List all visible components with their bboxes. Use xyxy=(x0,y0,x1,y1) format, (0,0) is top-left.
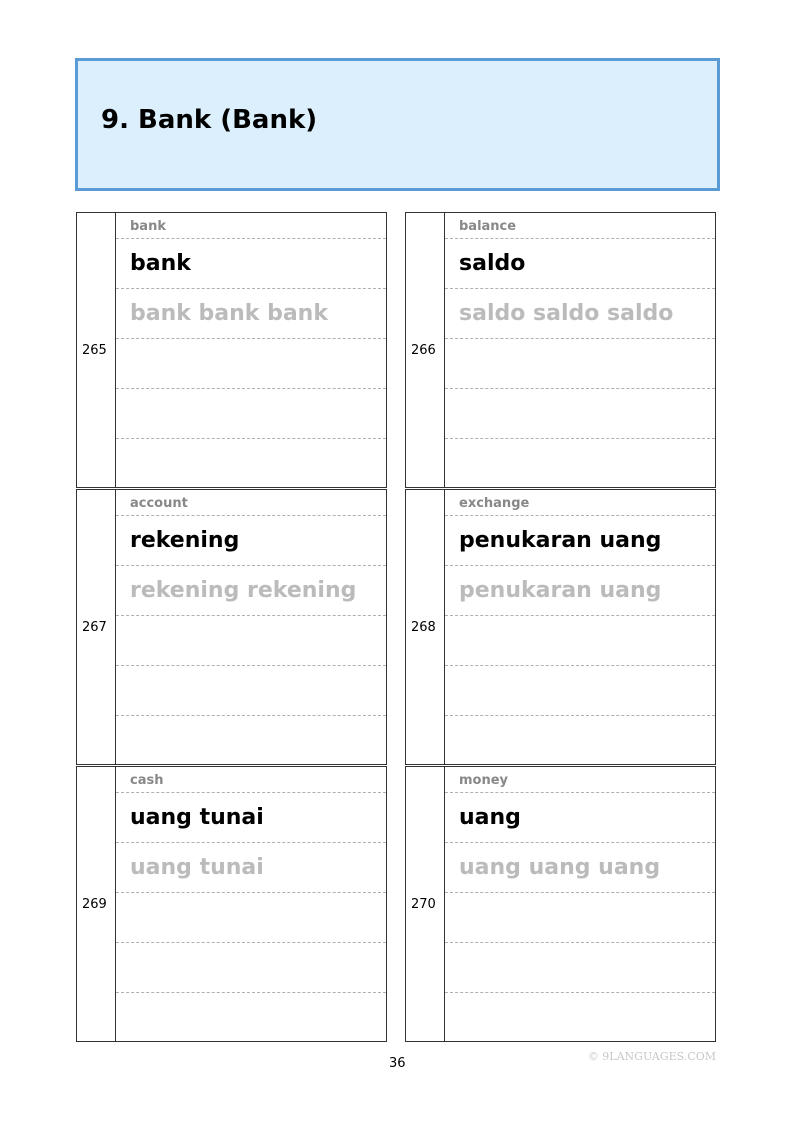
writing-line xyxy=(445,439,715,488)
word-number: 270 xyxy=(411,897,436,912)
trace-row xyxy=(116,843,386,893)
practice-area xyxy=(445,490,715,764)
word-row xyxy=(445,793,715,843)
word-row xyxy=(445,239,715,289)
number-column xyxy=(77,490,116,764)
word-number: 266 xyxy=(411,343,436,358)
number-column xyxy=(77,213,116,487)
trace-row xyxy=(445,289,715,339)
english-label: money xyxy=(459,773,509,788)
english-row xyxy=(445,213,715,239)
writing-line xyxy=(116,666,386,716)
word-row xyxy=(445,516,715,566)
practice-area xyxy=(445,767,715,1041)
english-label: exchange xyxy=(459,496,530,511)
chapter-header xyxy=(75,58,720,191)
english-row xyxy=(116,767,386,793)
trace-row xyxy=(116,289,386,339)
vocab-word: penukaran uang xyxy=(459,528,662,553)
number-column xyxy=(77,767,116,1041)
trace-word: uang uang uang xyxy=(459,855,661,880)
page-number: 36 xyxy=(389,1056,406,1071)
vocab-word: uang xyxy=(459,805,521,830)
writing-line xyxy=(445,339,715,389)
writing-line xyxy=(445,893,715,943)
vocab-card xyxy=(76,766,387,1042)
vocab-card xyxy=(405,489,716,765)
practice-area xyxy=(116,490,386,764)
practice-area xyxy=(116,213,386,487)
writing-line xyxy=(116,943,386,993)
writing-line xyxy=(445,616,715,666)
word-number: 269 xyxy=(82,897,107,912)
writing-line xyxy=(116,893,386,943)
english-label: bank xyxy=(130,219,166,234)
vocab-card xyxy=(76,489,387,765)
writing-line xyxy=(445,716,715,765)
word-number: 268 xyxy=(411,620,436,635)
writing-line xyxy=(116,439,386,488)
trace-word: rekening rekening xyxy=(130,578,357,603)
writing-line xyxy=(116,389,386,439)
vocab-card xyxy=(76,212,387,488)
english-row xyxy=(445,767,715,793)
word-row xyxy=(116,793,386,843)
english-label: cash xyxy=(130,773,164,788)
vocab-word: uang tunai xyxy=(130,805,264,830)
writing-line xyxy=(445,993,715,1042)
english-row xyxy=(116,213,386,239)
copyright-notice: © 9LANGUAGES.COM xyxy=(587,1050,716,1063)
writing-line xyxy=(116,716,386,765)
trace-word: uang tunai xyxy=(130,855,264,880)
trace-word: saldo saldo saldo xyxy=(459,301,674,326)
word-number: 265 xyxy=(82,343,107,358)
writing-line xyxy=(445,666,715,716)
trace-word: bank bank bank xyxy=(130,301,328,326)
word-row xyxy=(116,239,386,289)
vocab-card xyxy=(405,212,716,488)
vocab-word: rekening xyxy=(130,528,240,553)
vocab-word: bank xyxy=(130,251,191,276)
word-number: 267 xyxy=(82,620,107,635)
trace-word: penukaran uang xyxy=(459,578,662,603)
practice-area xyxy=(116,767,386,1041)
chapter-title: 9. Bank (Bank) xyxy=(101,105,318,135)
vocab-word: saldo xyxy=(459,251,526,276)
writing-line xyxy=(116,993,386,1042)
writing-line xyxy=(116,339,386,389)
trace-row xyxy=(116,566,386,616)
word-row xyxy=(116,516,386,566)
vocab-card xyxy=(405,766,716,1042)
practice-area xyxy=(445,213,715,487)
writing-line xyxy=(445,943,715,993)
english-row xyxy=(116,490,386,516)
number-column xyxy=(406,767,445,1041)
writing-line xyxy=(445,389,715,439)
trace-row xyxy=(445,566,715,616)
english-label: balance xyxy=(459,219,517,234)
english-row xyxy=(445,490,715,516)
trace-row xyxy=(445,843,715,893)
number-column xyxy=(406,490,445,764)
writing-line xyxy=(116,616,386,666)
english-label: account xyxy=(130,496,188,511)
number-column xyxy=(406,213,445,487)
